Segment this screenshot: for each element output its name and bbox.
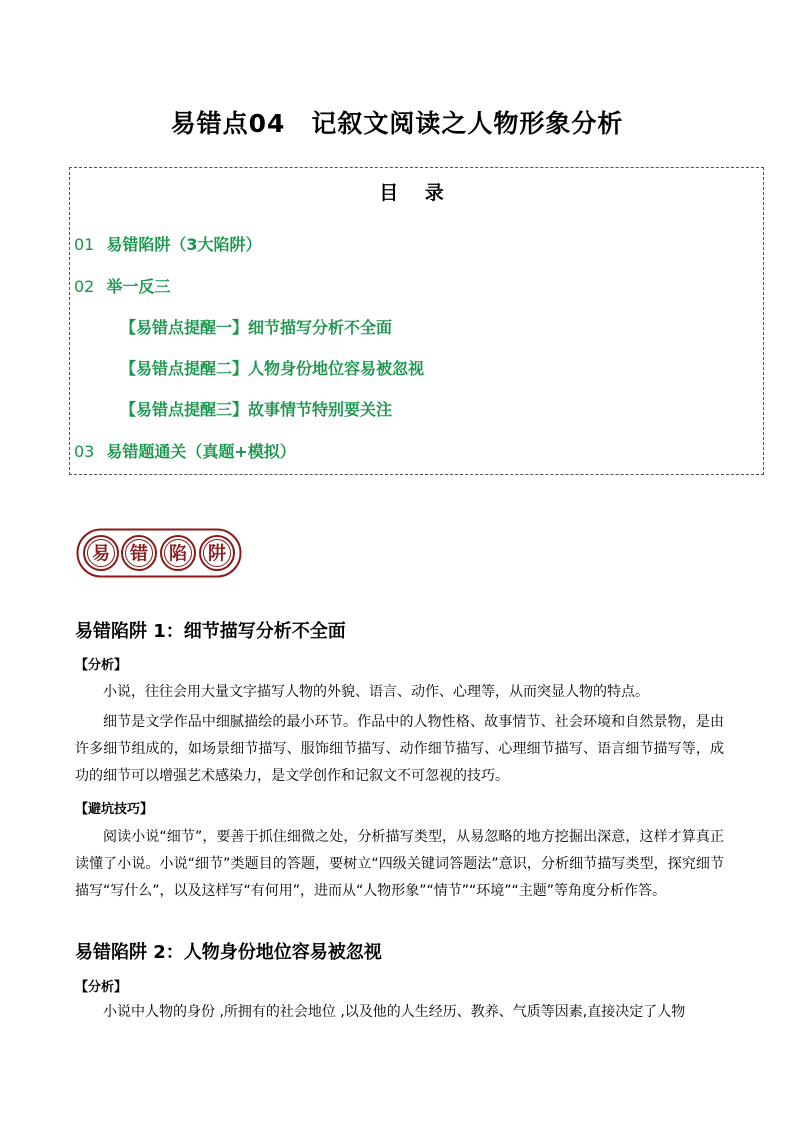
- toc-item-01[interactable]: [74, 232, 262, 255]
- svg-text:易: 易: [92, 543, 110, 565]
- toc-item-label: 易错陷阱（3大陷阱）: [106, 235, 262, 254]
- badge-char-4: [200, 536, 234, 570]
- section-badge: [76, 528, 242, 578]
- toc-item-number: 01: [74, 235, 95, 254]
- toc-item-number: 03: [74, 442, 95, 461]
- badge-char-3: [161, 536, 195, 570]
- toc-item-label: 【易错点提醒二】人物身份地位容易被忽视: [120, 359, 425, 378]
- toc-item-label: 易错题通关（真题+模拟）: [106, 442, 296, 461]
- toc-item-label: 举一反三: [106, 277, 171, 296]
- toc-item-label: 【易错点提醒三】故事情节特别要关注: [120, 400, 393, 419]
- svg-text:阱: 阱: [208, 543, 226, 565]
- badge-char-1: [84, 536, 118, 570]
- section-1-analysis-paragraph-2: 细节是文学作品中细腻描绘的最小环节。作品中的人物性格、故事情节、社会环境和自然景物，是由许多细节组成的，如场景细节描写、服饰细节描写、动作细节描写、心理细节描写、语言细节描写等，成功的细节可以增强艺术感染力，是文学创作和记叙文不可忽视的技巧。: [75, 714, 724, 784]
- svg-text:错: 错: [130, 543, 148, 565]
- toc-item-03[interactable]: [74, 439, 296, 462]
- toc-item-02[interactable]: [74, 274, 170, 297]
- page-title: 易错点04 记叙文阅读之人物形象分析: [170, 109, 624, 138]
- toc-subitem-1[interactable]: [120, 315, 392, 338]
- section-1-tips-label: 【避坑技巧】: [75, 802, 154, 817]
- section-1-analysis-paragraph-1: 小说，往往会用大量文字描写人物的外貌、语言、动作、心理等，从而突显人物的特点。: [103, 684, 649, 700]
- toc-heading: 目 录: [379, 182, 454, 204]
- badge-char-2: [122, 536, 156, 570]
- toc-subitem-3[interactable]: [120, 397, 392, 420]
- section-1-tips-paragraph: 阅读小说“细节”，要善于抓住细微之处，分析描写类型，从易忽略的地方挖掘出深意，这样才算真正读懂了小说。小说“细节”类题目的答题，要树立“四级关键词答题法”意识，分析细节描写类型，探究细节描写“写什么”，以及这样写“有何用”，进而从“人物形象”“情节”“环境”“主题”等角度分析作答。: [75, 829, 724, 899]
- toc-subitem-2[interactable]: [120, 356, 424, 379]
- section-1-heading: 易错陷阱 1：细节描写分析不全面: [75, 621, 346, 642]
- table-of-contents: [69, 167, 764, 475]
- svg-text:陷: 陷: [169, 543, 187, 565]
- section-1-analysis-label: 【分析】: [75, 658, 128, 673]
- toc-item-number: 02: [74, 277, 95, 296]
- section-2-analysis-label: 【分析】: [75, 980, 128, 995]
- section-2-analysis-paragraph-1: 小说中人物的身份 ,所拥有的社会地位 ,以及他的人生经历、教养、气质等因素,直接决定了人物: [103, 1004, 686, 1020]
- section-2-heading: 易错陷阱 2：人物身份地位容易被忽视: [75, 942, 382, 963]
- toc-item-label: 【易错点提醒一】细节描写分析不全面: [120, 318, 393, 337]
